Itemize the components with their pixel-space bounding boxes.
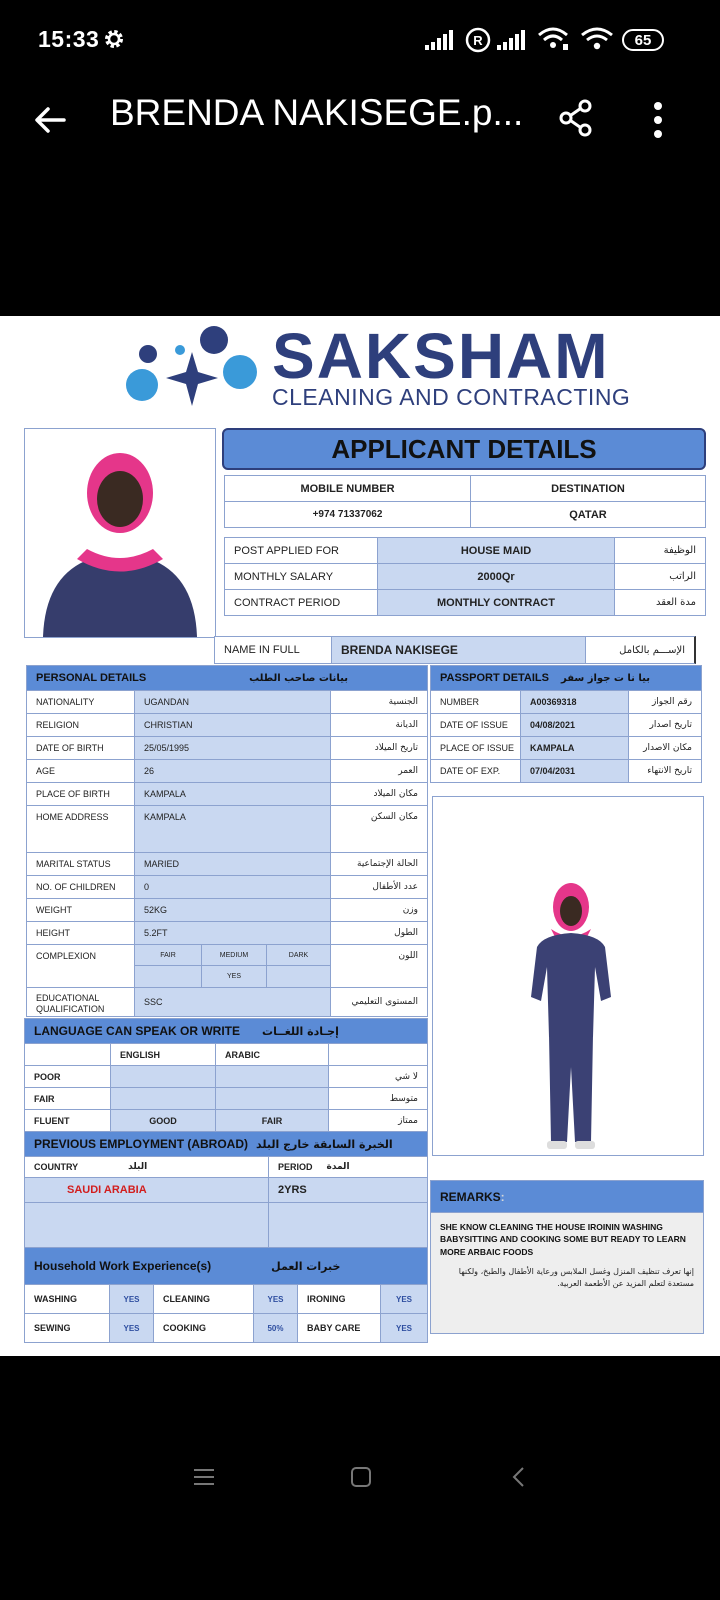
home-icon[interactable]	[350, 1466, 372, 1488]
remarks-body	[430, 1212, 704, 1334]
signal-icon	[425, 30, 457, 50]
destination-label: DESTINATION	[470, 475, 706, 502]
brand-logo-icon	[122, 320, 264, 412]
personal-value: UGANDAN	[134, 690, 331, 714]
personal-value: 0	[134, 875, 331, 899]
language-col-english: ENGLISH	[110, 1043, 216, 1066]
status-bar	[0, 0, 720, 80]
personal-label-ar: الطول	[330, 921, 428, 945]
passport-label-ar: تاريخ اصدار	[628, 713, 702, 737]
document-title: BRENDA NAKISEGE.p...	[110, 92, 524, 133]
skill-label: WASHING	[24, 1284, 110, 1314]
status-time: 15:33	[38, 26, 100, 52]
passport-value: KAMPALA	[520, 736, 629, 760]
more-vert-icon[interactable]	[650, 100, 666, 140]
job-label-ar: الراتب	[614, 563, 706, 590]
personal-label-ar: الديانة	[330, 713, 428, 737]
language-english-value	[110, 1065, 216, 1088]
language-level-ar: متوسط	[328, 1087, 428, 1110]
personal-label: PLACE OF BIRTH	[26, 782, 135, 806]
share-icon[interactable]	[556, 98, 596, 138]
brand-name: SAKSHAM	[272, 320, 610, 392]
portrait-photo	[24, 428, 216, 638]
job-label: MONTHLY SALARY	[224, 563, 378, 590]
language-title: LANGUAGE CAN SPEAK OR WRITE	[34, 1024, 241, 1038]
job-label-ar: الوظيفة	[614, 537, 706, 564]
language-level: FAIR	[24, 1087, 111, 1110]
skill-label: IRONING	[297, 1284, 381, 1314]
passport-label: DATE OF EXP.	[430, 759, 521, 783]
personal-label: HEIGHT	[26, 921, 135, 945]
back-icon[interactable]	[510, 1466, 526, 1488]
pdf-page[interactable]	[0, 316, 720, 1356]
personal-label: RELIGION	[26, 713, 135, 737]
personal-value: KAMPALA	[134, 805, 331, 853]
language-col-empty	[328, 1043, 428, 1066]
education-label-ar: المستوى التعليمي	[330, 987, 428, 1017]
personal-label: HOME ADDRESS	[26, 805, 135, 853]
household-title: Household Work Experience(s)	[34, 1259, 212, 1273]
personal-label: WEIGHT	[26, 898, 135, 922]
language-title-ar: إجـادة اللغــات	[262, 1024, 339, 1038]
passport-label: DATE OF ISSUE	[430, 713, 521, 737]
job-label: POST APPLIED FOR	[224, 537, 378, 564]
complexion-selected: YES	[201, 965, 267, 988]
employment-empty	[268, 1202, 428, 1248]
language-level: FLUENT	[24, 1109, 111, 1132]
complexion-label: COMPLEXION	[26, 944, 135, 988]
mobile-label: MOBILE NUMBER	[224, 475, 471, 502]
name-label: NAME IN FULL	[214, 636, 332, 664]
complexion-option: FAIR	[134, 944, 202, 966]
passport-label-ar: مكان الاصدار	[628, 736, 702, 760]
language-level: POOR	[24, 1065, 111, 1088]
passport-value: 04/08/2021	[520, 713, 629, 737]
passport-label: PLACE OF ISSUE	[430, 736, 521, 760]
skill-value: YES	[109, 1313, 154, 1343]
battery-icon	[622, 29, 664, 51]
remarks-header	[430, 1180, 704, 1213]
skill-value: YES	[253, 1284, 298, 1314]
skill-value: YES	[380, 1313, 428, 1343]
personal-value: 26	[134, 759, 331, 783]
remarks-colon: :	[500, 1189, 505, 1204]
recents-icon[interactable]	[193, 1468, 215, 1486]
personal-label: NATIONALITY	[26, 690, 135, 714]
signal-icon-2	[497, 30, 529, 50]
personal-value: 25/05/1995	[134, 736, 331, 760]
back-arrow-icon[interactable]	[30, 100, 70, 140]
passport-title: PASSPORT DETAILS	[440, 672, 549, 684]
brand-tagline: CLEANING AND CONTRACTING	[272, 384, 631, 410]
education-label: EDUCATIONAL QUALIFICATION	[26, 987, 135, 1017]
personal-label-ar: الجنسية	[330, 690, 428, 714]
passport-value: A00369318	[520, 690, 629, 714]
remarks-text-en: SHE KNOW CLEANING THE HOUSE IROININ WASHING BABYSITTING AND COOKING SOME BUT READY TO LEARN MORE ARBAIC FOODS	[440, 1222, 686, 1257]
skill-label: SEWING	[24, 1313, 110, 1343]
navigation-bar	[0, 1356, 720, 1600]
language-arabic-value	[215, 1087, 329, 1110]
employment-country: SAUDI ARABIA	[67, 1184, 147, 1196]
language-col-arabic: ARABIC	[215, 1043, 329, 1066]
personal-label-ar: مكان الميلاد	[330, 782, 428, 806]
personal-label: NO. OF CHILDREN	[26, 875, 135, 899]
country-label: COUNTRY	[34, 1162, 79, 1172]
personal-value: CHRISTIAN	[134, 713, 331, 737]
skill-value: YES	[109, 1284, 154, 1314]
roaming-icon	[465, 27, 491, 53]
employment-country-cell	[24, 1177, 269, 1203]
employment-title: PREVIOUS EMPLOYMENT (ABROAD)	[34, 1137, 249, 1151]
period-label-ar: المدة	[326, 1162, 350, 1172]
language-level-ar: ممتاز	[328, 1109, 428, 1132]
language-arabic-value	[215, 1065, 329, 1088]
personal-label: MARITAL STATUS	[26, 852, 135, 876]
personal-header	[26, 665, 428, 691]
employment-country-header	[24, 1156, 269, 1178]
name-value: BRENDA NAKISEGE	[331, 636, 586, 664]
job-value: MONTHLY CONTRACT	[377, 589, 615, 616]
mobile-value: +974 71337062	[224, 501, 471, 528]
language-english-value: GOOD	[110, 1109, 216, 1132]
passport-label-ar: رقم الجواز	[628, 690, 702, 714]
language-level-ar: لا شي	[328, 1065, 428, 1088]
personal-label: AGE	[26, 759, 135, 783]
skill-label: BABY CARE	[297, 1313, 381, 1343]
personal-title-ar: بيانات صاحب الطلب	[249, 672, 348, 684]
svg-text:R: R	[473, 33, 483, 48]
complexion-option: DARK	[266, 944, 331, 966]
complexion-label-ar: اللون	[330, 944, 428, 988]
applicant-title: APPLICANT DETAILS	[222, 428, 706, 470]
skill-label: COOKING	[153, 1313, 254, 1343]
job-value: HOUSE MAID	[377, 537, 615, 564]
personal-value: KAMPALA	[134, 782, 331, 806]
country-label-ar: البلد	[128, 1162, 148, 1172]
personal-label-ar: العمر	[330, 759, 428, 783]
employment-empty	[24, 1202, 269, 1248]
employment-header	[24, 1131, 428, 1157]
personal-value: MARIED	[134, 852, 331, 876]
remarks-title: REMARKS	[440, 1189, 501, 1204]
complexion-mark-empty	[266, 965, 331, 988]
personal-label-ar: مكان السكن	[330, 805, 428, 853]
passport-label-ar: تاريخ الانتهاء	[628, 759, 702, 783]
personal-title: PERSONAL DETAILS	[36, 672, 147, 684]
skill-value: 50%	[253, 1313, 298, 1343]
passport-title-ar: بيا نا ت جواز سفر	[561, 672, 650, 684]
name-label-ar: الإســـم بالكامل	[585, 636, 696, 664]
education-value: SSC	[134, 987, 331, 1017]
complexion-option: MEDIUM	[201, 944, 267, 966]
employment-period: 2YRS	[268, 1177, 428, 1203]
passport-header	[430, 665, 702, 691]
employment-title-ar: الخبرة السابقة خارج البلد	[256, 1137, 393, 1151]
complexion-mark-empty	[134, 965, 202, 988]
skill-label: CLEANING	[153, 1284, 254, 1314]
full-body-photo	[432, 796, 704, 1156]
period-label: PERIOD	[278, 1162, 313, 1172]
household-title-ar: خبرات العمل	[271, 1259, 341, 1273]
personal-label-ar: الحالة الإجتماعية	[330, 852, 428, 876]
skill-value: YES	[380, 1284, 428, 1314]
gear-icon	[103, 28, 125, 50]
personal-value: 52KG	[134, 898, 331, 922]
wifi-call-icon	[537, 26, 573, 52]
language-arabic-value: FAIR	[215, 1109, 329, 1132]
passport-value: 07/04/2031	[520, 759, 629, 783]
personal-label-ar: وزن	[330, 898, 428, 922]
personal-label: DATE OF BIRTH	[26, 736, 135, 760]
personal-label-ar: تاريخ الميلاد	[330, 736, 428, 760]
language-english-value	[110, 1087, 216, 1110]
language-corner	[24, 1043, 111, 1066]
personal-value: 5.2FT	[134, 921, 331, 945]
wifi-icon	[580, 26, 614, 52]
remarks-text-ar: إنها تعرف تنظيف المنزل وغسل الملابس ورعاية الأطفال والطبخ، ولكنها مستعدة لتعلم المزيد عن الأطعمة العربية.	[458, 1266, 694, 1288]
job-label-ar: مدة العقد	[614, 589, 706, 616]
employment-period-header	[268, 1156, 428, 1178]
job-value: 2000Qr	[377, 563, 615, 590]
job-label: CONTRACT PERIOD	[224, 589, 378, 616]
destination-value: QATAR	[470, 501, 706, 528]
language-header	[24, 1018, 428, 1044]
passport-label: NUMBER	[430, 690, 521, 714]
personal-label-ar: عدد الأطفال	[330, 875, 428, 899]
battery-level: 65	[634, 31, 652, 49]
household-header	[24, 1247, 428, 1285]
